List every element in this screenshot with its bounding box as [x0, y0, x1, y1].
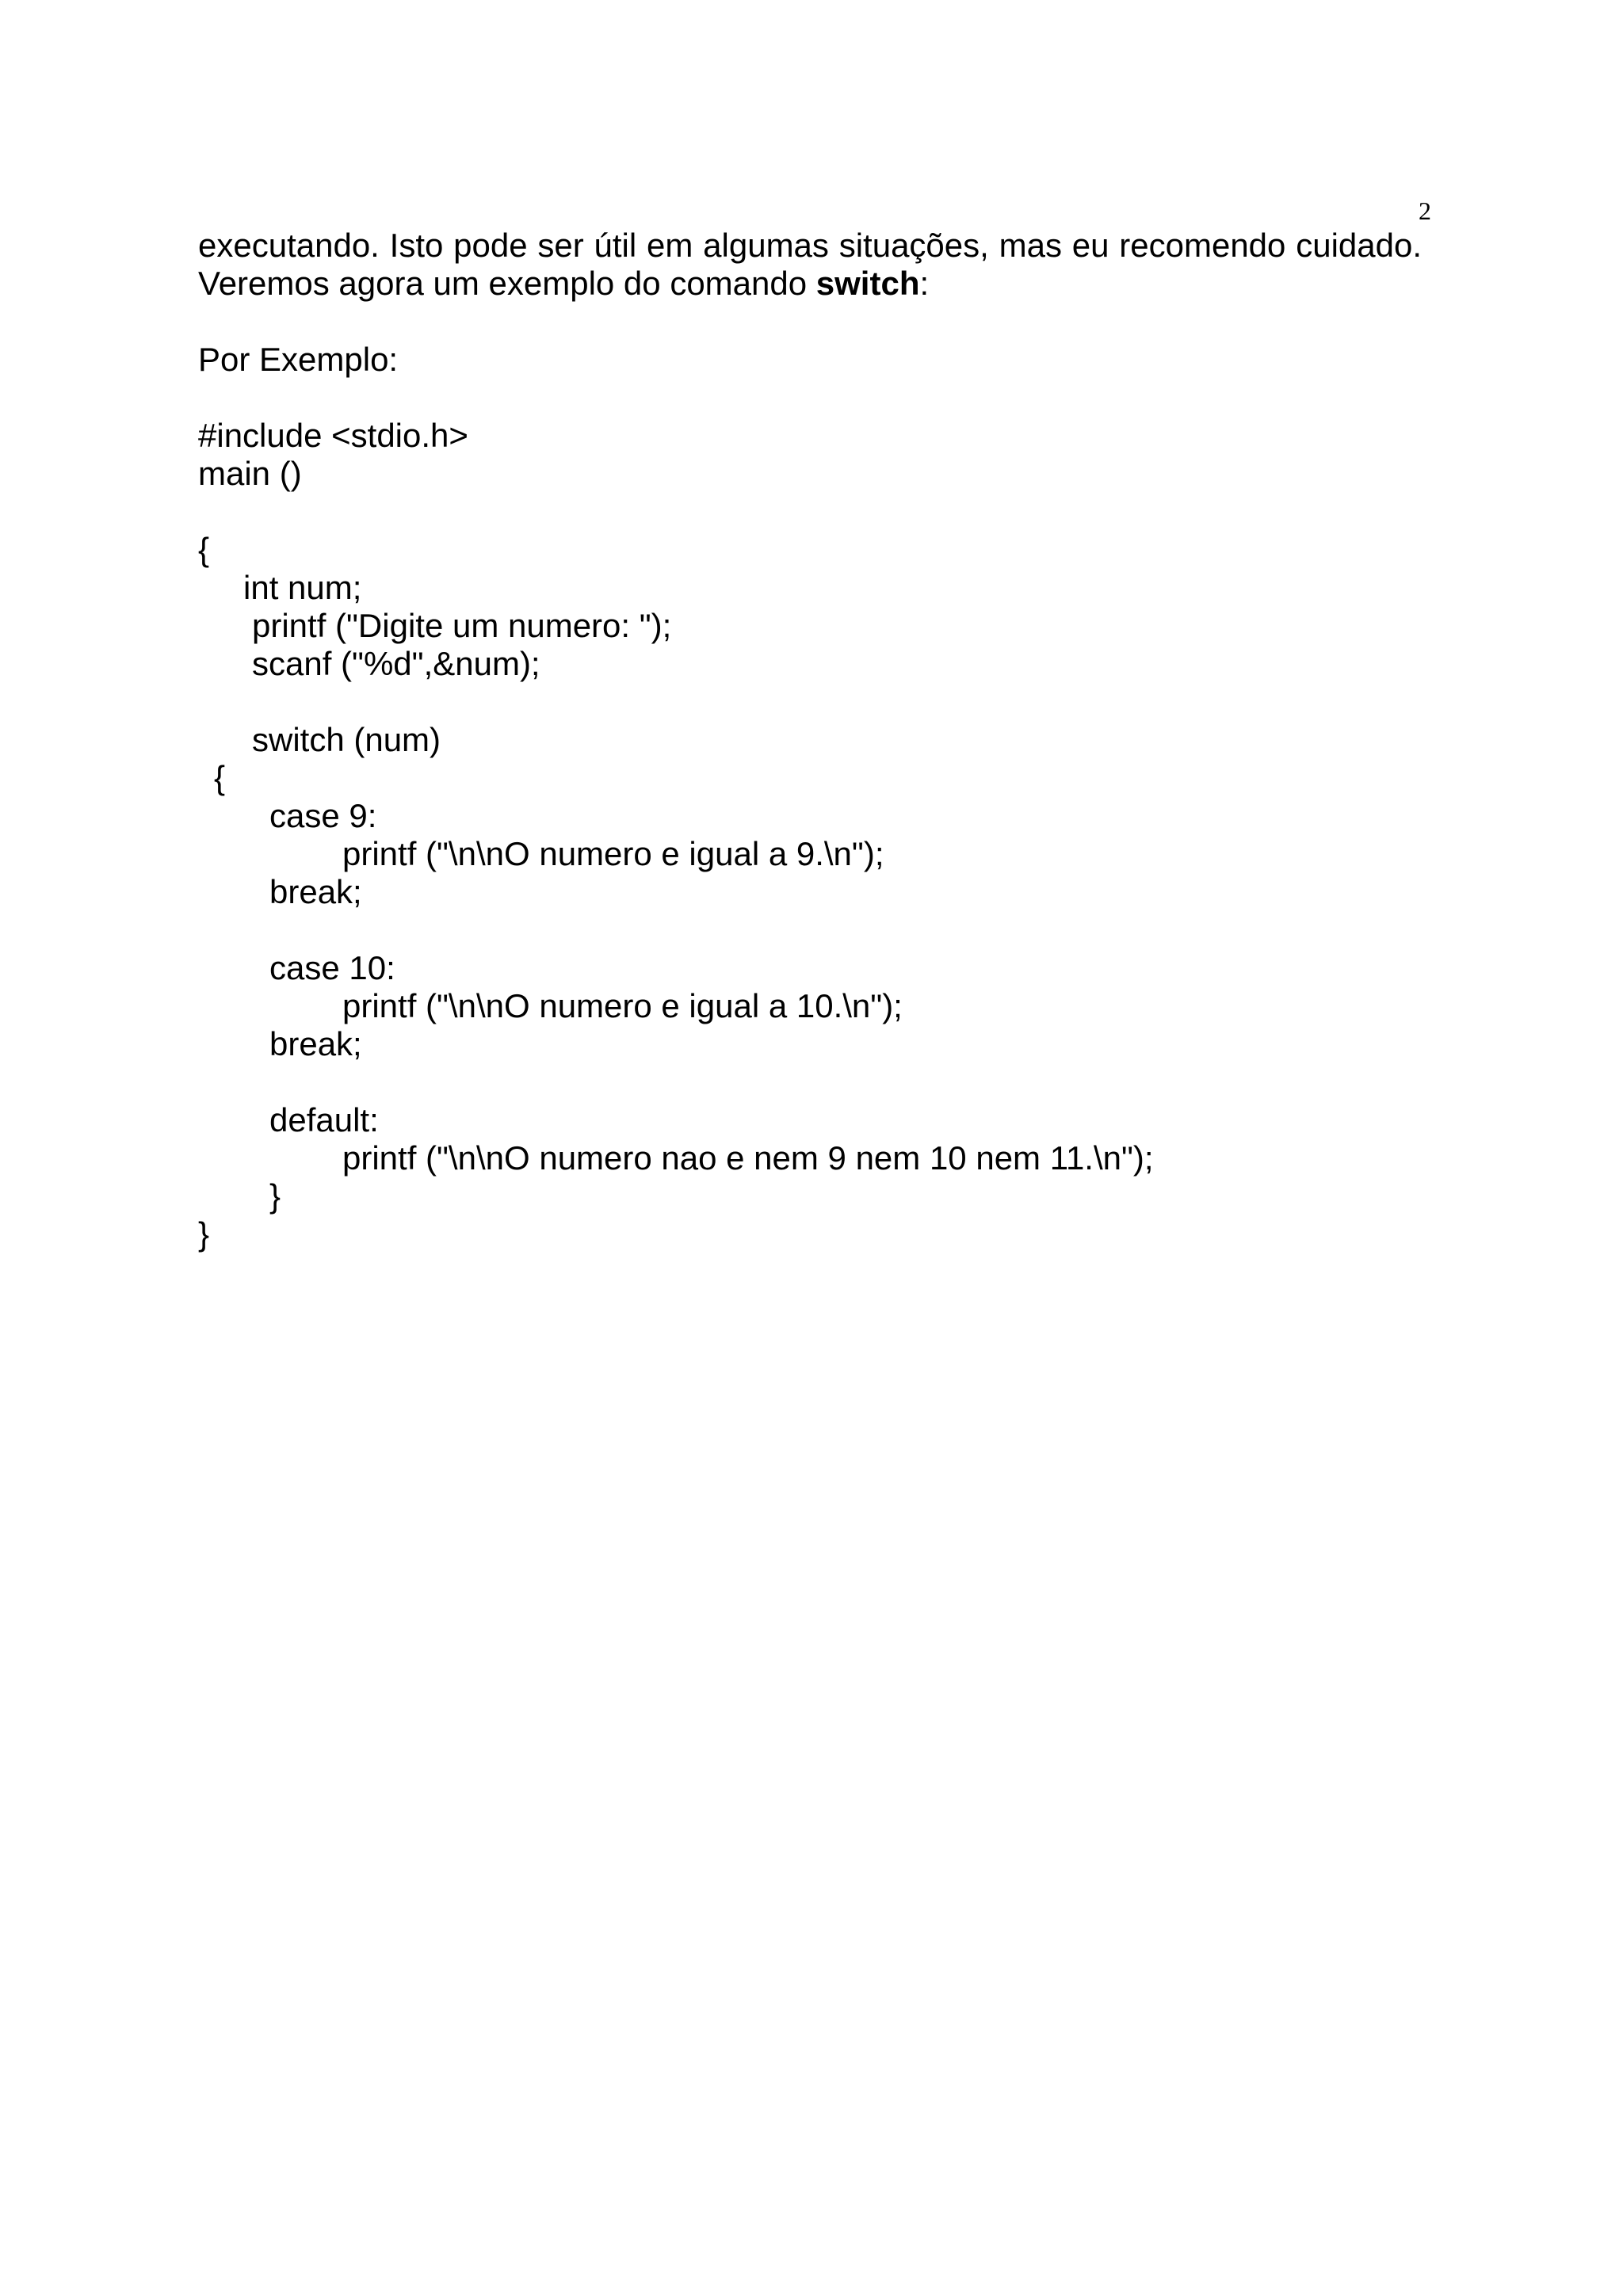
code-line: #include <stdio.h>: [198, 417, 468, 454]
example-label: Por Exemplo:: [198, 341, 399, 378]
code-line: {: [198, 531, 210, 568]
code-line: scanf ("%d",&num);: [252, 645, 540, 682]
paragraph-line-2: [198, 265, 929, 303]
code-line: int num;: [243, 569, 362, 606]
keyword-switch: switch: [815, 265, 920, 302]
code-line: }: [198, 1215, 210, 1253]
code-line: printf ("\n\nO numero nao e nem 9 nem 10 nem 11.\n");: [342, 1139, 1154, 1177]
code-line: {: [214, 759, 226, 796]
paragraph-line-2-text: Veremos agora um exemplo do comando: [198, 265, 816, 302]
code-line: switch (num): [252, 721, 441, 758]
paragraph-line-2-colon: :: [919, 265, 930, 302]
code-line: break;: [269, 1025, 362, 1062]
code-line: printf ("Digite um numero: ");: [252, 607, 672, 644]
code-line: break;: [269, 873, 362, 910]
code-line: default:: [269, 1101, 379, 1138]
paragraph-line-1: executando. Isto pode ser útil em algumas situações, mas eu recomendo cuidado.: [198, 227, 1422, 264]
code-line: printf ("\n\nO numero e igual a 10.\n");: [342, 987, 903, 1024]
code-line: }: [269, 1177, 281, 1215]
code-line: main (): [198, 455, 302, 492]
code-line: printf ("\n\nO numero e igual a 9.\n");: [342, 835, 884, 872]
code-line: case 10:: [269, 949, 395, 986]
code-line: case 9:: [269, 797, 377, 834]
page-number: 2: [1419, 196, 1431, 225]
